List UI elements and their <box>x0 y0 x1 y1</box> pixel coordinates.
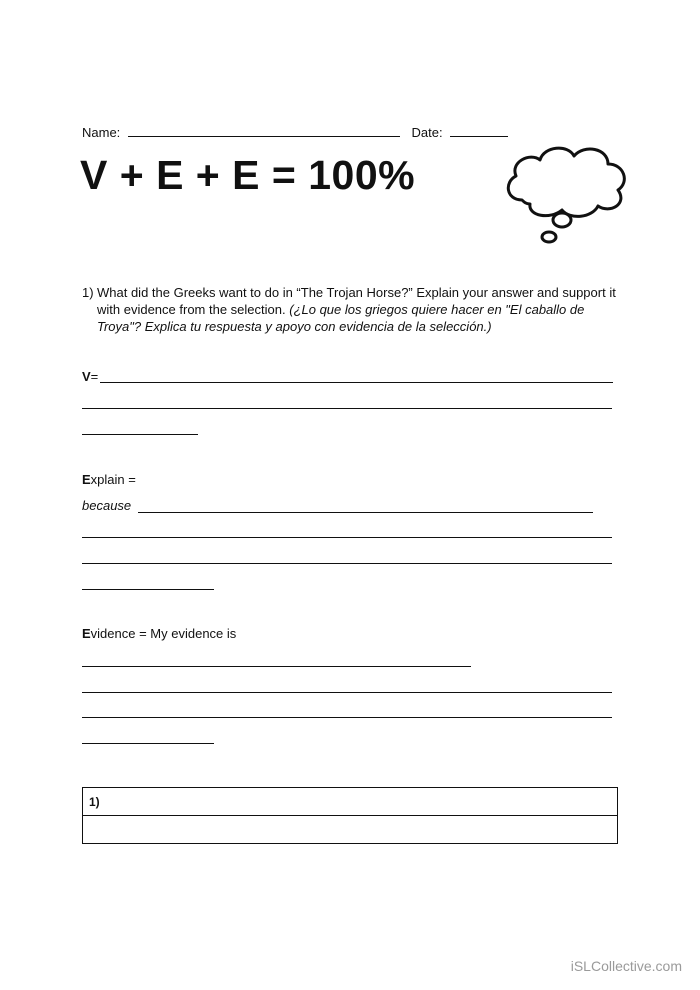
explain-answer-line-1[interactable] <box>138 512 593 513</box>
explain-label <box>82 472 136 487</box>
because-label: because <box>82 498 132 513</box>
table-row <box>83 816 618 844</box>
evidence-answer-line-2[interactable] <box>82 692 612 693</box>
v-letter: V <box>82 369 91 384</box>
header-line <box>82 124 508 140</box>
answer-row-1-label[interactable]: 1) <box>83 788 618 816</box>
question-text-en: What did the Greeks want to do in “The Trojan Horse?” Explain your answer and support it with evidence from the selection. <box>97 285 616 317</box>
watermark: iSLCollective.com <box>570 958 682 974</box>
evidence-answer-line-1[interactable] <box>82 666 471 667</box>
date-field[interactable] <box>450 124 508 137</box>
explain-text: xplain = <box>90 472 136 487</box>
name-field[interactable] <box>128 124 400 137</box>
v-label <box>82 369 98 384</box>
answer-row-2-cell[interactable] <box>83 816 618 844</box>
name-label: Name: <box>82 125 121 140</box>
question-text-es: (¿Lo que los griegos quiere hacer en "El caballo de Troya"? Explica tu respuesta y apoyo con evidencia de la selección.) <box>97 302 585 334</box>
v-answer-line-3[interactable] <box>82 434 198 435</box>
v-equals: = <box>90 369 99 384</box>
explain-answer-line-4[interactable] <box>82 589 214 590</box>
explain-answer-line-2[interactable] <box>82 537 612 538</box>
date-label: Date: <box>411 125 443 140</box>
evidence-answer-line-4[interactable] <box>82 743 214 744</box>
evidence-letter: E <box>82 626 91 641</box>
question-1 <box>82 284 622 335</box>
evidence-label <box>82 626 236 641</box>
page-title: V + E + E = 100% <box>80 152 416 198</box>
explain-answer-line-3[interactable] <box>82 563 612 564</box>
thought-cloud-icon <box>500 142 632 246</box>
evidence-text: vidence = My evidence is <box>90 626 237 641</box>
table-row <box>83 788 618 816</box>
v-answer-line-2[interactable] <box>82 408 612 409</box>
answer-table <box>82 787 618 844</box>
question-number: 1) <box>82 285 94 300</box>
evidence-answer-line-3[interactable] <box>82 717 612 718</box>
v-answer-line-1[interactable] <box>100 382 613 383</box>
explain-letter: E <box>82 472 91 487</box>
